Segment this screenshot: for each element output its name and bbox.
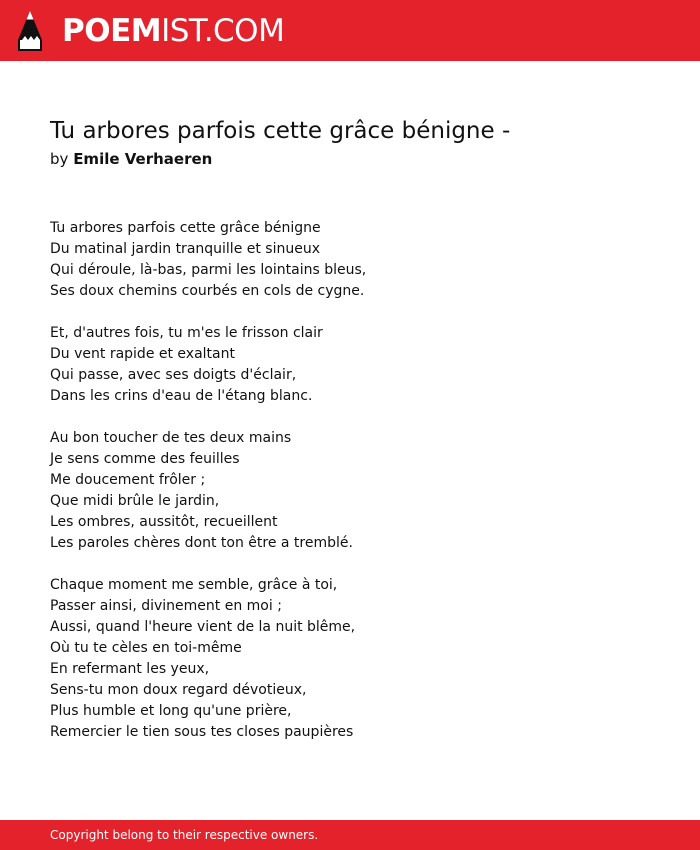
stanza [50,575,650,743]
poem-line: En refermant les yeux, [50,661,210,677]
poem-line: Qui déroule, là-bas, parmi les lointains bleus, [50,262,367,278]
poem-line: Les ombres, aussitôt, recueillent [50,514,278,530]
poem-line: Dans les crins d'eau de l'étang blanc. [50,388,313,404]
poem-line: Où tu te cèles en toi-même [50,640,242,656]
poem-line: Me doucement frôler ; [50,472,206,488]
site-logo[interactable] [62,11,284,51]
stanza [50,428,650,554]
poem-line: Du vent rapide et exaltant [50,346,235,362]
site-footer [0,820,700,850]
poem-line: Ses doux chemins courbés en cols de cygne. [50,283,365,299]
stanza [50,323,650,407]
poem-line: Passer ainsi, divinement en moi ; [50,598,282,614]
by-label: by [50,150,69,168]
poem-line: Chaque moment me semble, grâce à toi, [50,577,338,593]
poem-line: Aussi, quand l'heure vient de la nuit blême, [50,619,356,635]
byline [50,148,212,170]
site-header [0,0,700,61]
brand-name-bold: POEM [62,13,162,49]
brand-name-light: IST.COM [161,13,285,49]
pencil-tip-icon[interactable] [17,10,43,52]
copyright-notice: Copyright belong to their respective owners. [50,828,319,842]
poem-line: Remercier le tien sous tes closes paupières [50,724,354,740]
poem-line: Au bon toucher de tes deux mains [50,430,292,446]
poem-line: Plus humble et long qu'une prière, [50,703,292,719]
poem-line: Les paroles chères dont ton être a tremblé. [50,535,353,551]
poem-line: Qui passe, avec ses doigts d'éclair, [50,367,297,383]
poem-line: Du matinal jardin tranquille et sinueux [50,241,321,257]
poem-line: Et, d'autres fois, tu m'es le frisson clair [50,325,323,341]
stanza [50,218,650,302]
poem-line: Sens-tu mon doux regard dévotieux, [50,682,307,698]
poem-line: Je sens comme des feuilles [50,451,240,467]
poem-line: Que midi brûle le jardin, [50,493,220,509]
poem-body [50,218,650,764]
poem-title: Tu arbores parfois cette grâce bénigne - [50,118,511,144]
author-name: Emile Verhaeren [73,150,213,168]
poem-line: Tu arbores parfois cette grâce bénigne [50,220,321,236]
